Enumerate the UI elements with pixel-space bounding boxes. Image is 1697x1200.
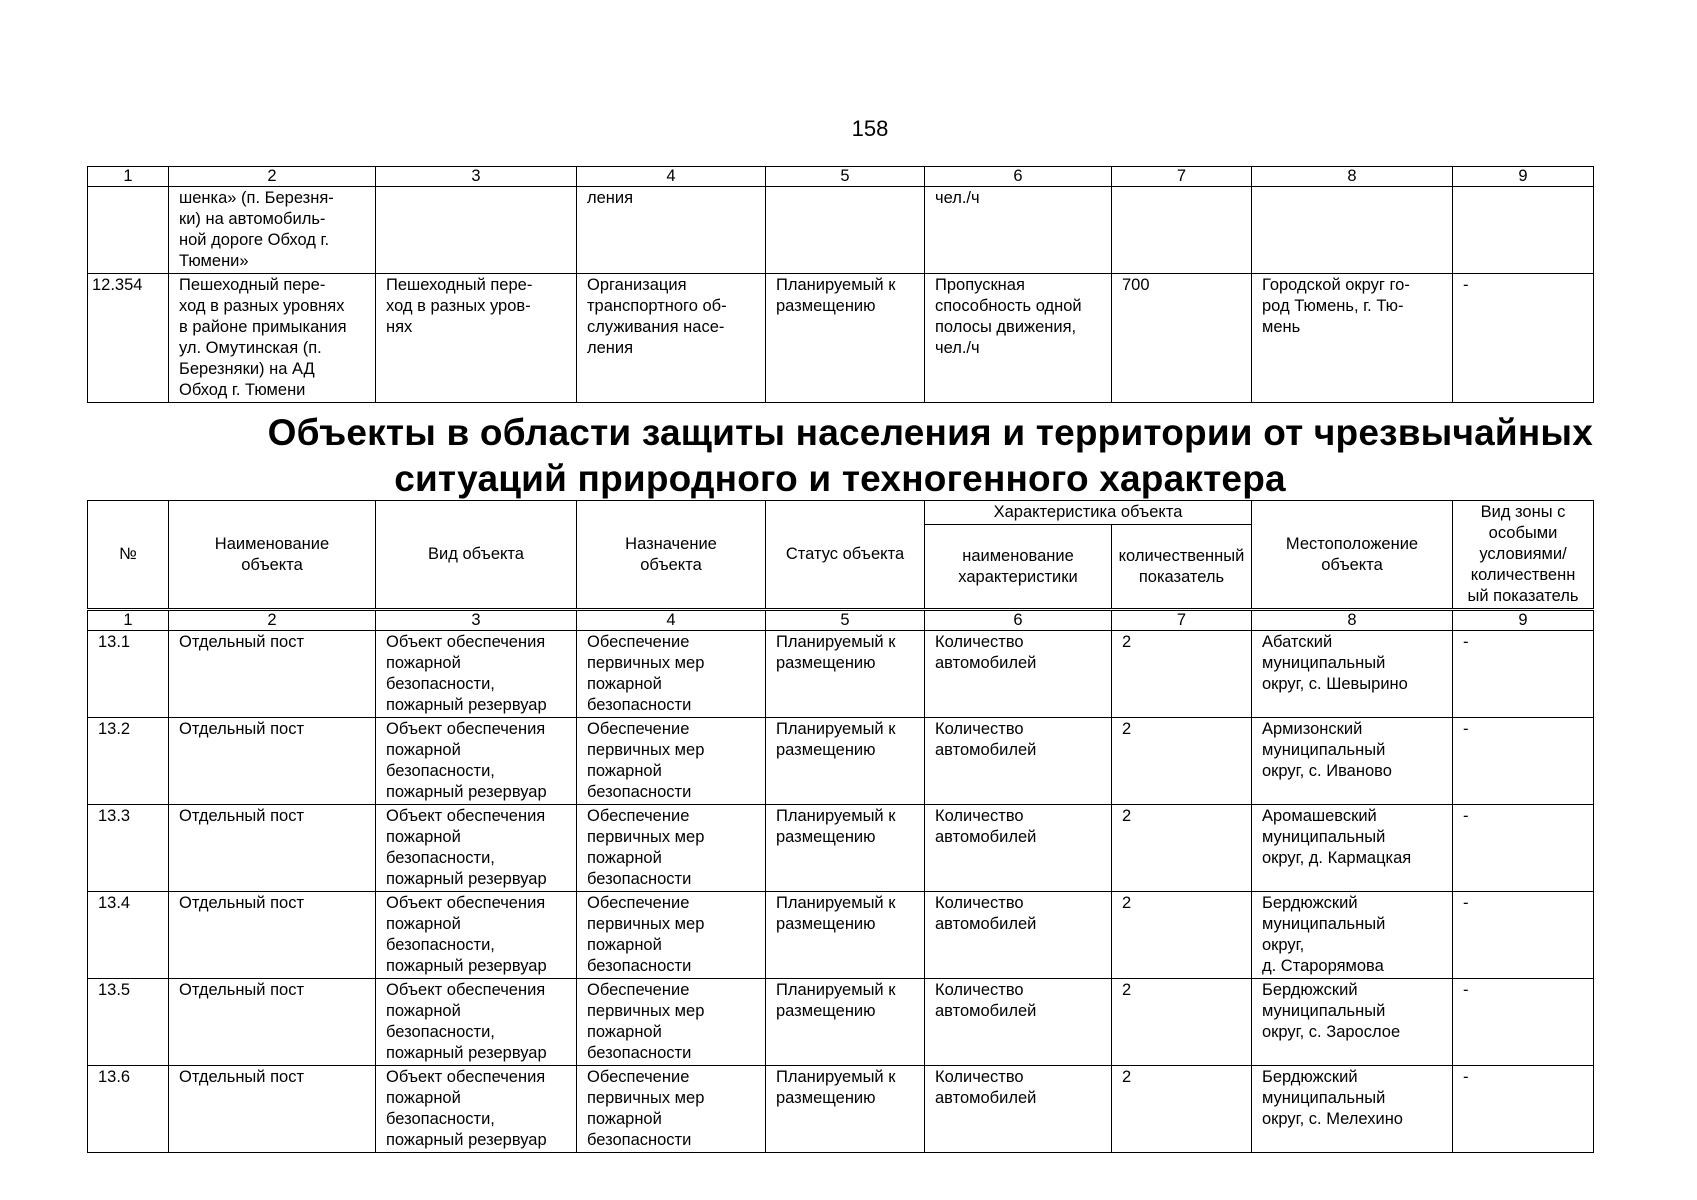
cell-purpose: ления <box>577 187 766 274</box>
header-location: Местоположение объекта <box>1252 501 1453 609</box>
cell-purpose: Обеспечение первичных мер пожарной безопасности <box>577 979 766 1066</box>
header-char-value: количественный показатель <box>1112 525 1252 609</box>
column-number: 9 <box>1453 167 1594 187</box>
cell-name: Отдельный пост <box>169 892 376 979</box>
cell-char-name: Количество автомобилей <box>925 892 1112 979</box>
cell-no: 13.2 <box>88 718 169 805</box>
cell-type: Объект обеспечения пожарной безопасности, пожарный резервуар <box>376 979 577 1066</box>
cell-purpose: Обеспечение первичных мер пожарной безопасности <box>577 718 766 805</box>
column-number: 9 <box>1453 611 1594 631</box>
cell-char-name: Количество автомобилей <box>925 979 1112 1066</box>
column-number: 6 <box>925 611 1112 631</box>
section-title-line-1: Объекты в области защиты населения и территории от чрезвычайных <box>267 412 1593 453</box>
cell-status: Планируемый к размещению <box>766 631 925 718</box>
section-title <box>87 410 1593 502</box>
table-row <box>88 805 1594 892</box>
header-char-name: наименование характеристики <box>925 525 1112 609</box>
cell-type: Объект обеспечения пожарной безопасности, пожарный резервуар <box>376 892 577 979</box>
cell-purpose: Организация транспортного об- служивания насе- ления <box>577 274 766 403</box>
cell-name: Пешеходный пере- ход в разных уровнях в районе примыкания ул. Омутинская (п. Березняки) на АД Обход г. Тюмени <box>169 274 376 403</box>
column-number: 7 <box>1112 167 1252 187</box>
continuation-table <box>87 166 1594 403</box>
cell-location: Абатский муниципальный округ, с. Шевырино <box>1252 631 1453 718</box>
cell-status: Планируемый к размещению <box>766 892 925 979</box>
column-number: 4 <box>577 167 766 187</box>
cell-char-value <box>1112 187 1252 274</box>
cell-type: Пешеходный пере- ход в разных уров- нях <box>376 274 577 403</box>
cell-zone: - <box>1453 631 1594 718</box>
section-title-line-2: ситуаций природного и техногенного характера <box>394 458 1286 499</box>
cell-type: Объект обеспечения пожарной безопасности, пожарный резервуар <box>376 718 577 805</box>
table-row <box>88 979 1594 1066</box>
cell-location: Бердюжский муниципальный округ, с. Мелехино <box>1252 1066 1453 1153</box>
cell-zone: - <box>1453 979 1594 1066</box>
cell-char-value: 2 <box>1112 979 1252 1066</box>
cell-char-name: Количество автомобилей <box>925 631 1112 718</box>
cell-location: Армизонский муниципальный округ, с. Иваново <box>1252 718 1453 805</box>
cell-status: Планируемый к размещению <box>766 805 925 892</box>
cell-type: Объект обеспечения пожарной безопасности, пожарный резервуар <box>376 631 577 718</box>
cell-status: Планируемый к размещению <box>766 979 925 1066</box>
cell-type: Объект обеспечения пожарной безопасности, пожарный резервуар <box>376 805 577 892</box>
cell-zone: - <box>1453 274 1594 403</box>
page-number: 158 <box>851 116 889 141</box>
header-row <box>88 501 1594 525</box>
cell-location: Бердюжский муниципальный округ, с. Зарослое <box>1252 979 1453 1066</box>
cell-no <box>88 187 169 274</box>
column-number: 4 <box>577 611 766 631</box>
cell-char-value: 2 <box>1112 805 1252 892</box>
cell-char-name: чел./ч <box>925 187 1112 274</box>
cell-purpose: Обеспечение первичных мер пожарной безопасности <box>577 1066 766 1153</box>
cell-location <box>1252 187 1453 274</box>
table-row <box>88 718 1594 805</box>
column-number-row <box>88 611 1594 631</box>
cell-no: 12.354 <box>88 274 169 403</box>
table-row <box>88 631 1594 718</box>
header-purpose: Назначение объекта <box>577 501 766 609</box>
cell-purpose: Обеспечение первичных мер пожарной безопасности <box>577 892 766 979</box>
column-number: 5 <box>766 611 925 631</box>
column-number: 8 <box>1252 611 1453 631</box>
cell-char-name: Количество автомобилей <box>925 805 1112 892</box>
cell-name: Отдельный пост <box>169 1066 376 1153</box>
column-number: 3 <box>376 167 577 187</box>
header-table <box>87 500 1594 609</box>
cell-char-name: Количество автомобилей <box>925 718 1112 805</box>
cell-location: Городской округ го- род Тюмень, г. Тю- мень <box>1252 274 1453 403</box>
cell-status: Планируемый к размещению <box>766 1066 925 1153</box>
column-number: 2 <box>169 167 376 187</box>
column-number: 3 <box>376 611 577 631</box>
cell-char-name: Количество автомобилей <box>925 1066 1112 1153</box>
cell-status: Планируемый к размещению <box>766 274 925 403</box>
cell-char-value: 2 <box>1112 892 1252 979</box>
table-row <box>88 187 1594 274</box>
column-number: 2 <box>169 611 376 631</box>
column-number: 5 <box>766 167 925 187</box>
column-number: 1 <box>88 611 169 631</box>
header-type: Вид объекта <box>376 501 577 609</box>
table-row <box>88 1066 1594 1153</box>
cell-name: Отдельный пост <box>169 805 376 892</box>
cell-location: Бердюжский муниципальный округ, д. Старорямова <box>1252 892 1453 979</box>
cell-zone: - <box>1453 1066 1594 1153</box>
cell-status: Планируемый к размещению <box>766 718 925 805</box>
cell-zone: - <box>1453 718 1594 805</box>
table-row <box>88 892 1594 979</box>
cell-no: 13.4 <box>88 892 169 979</box>
cell-char-name: Пропускная способность одной полосы движения, чел./ч <box>925 274 1112 403</box>
cell-status <box>766 187 925 274</box>
column-number: 7 <box>1112 611 1252 631</box>
cell-name: шенка» (п. Березня- ки) на автомобиль- ной дороге Обход г. Тюмени» <box>169 187 376 274</box>
cell-no: 13.3 <box>88 805 169 892</box>
cell-name: Отдельный пост <box>169 979 376 1066</box>
header-zone: Вид зоны с особыми условиями/ количественн ый показатель <box>1453 501 1594 609</box>
cell-no: 13.5 <box>88 979 169 1066</box>
cell-zone: - <box>1453 805 1594 892</box>
cell-char-value: 700 <box>1112 274 1252 403</box>
cell-char-value: 2 <box>1112 631 1252 718</box>
objects-table <box>87 610 1594 1153</box>
cell-zone: - <box>1453 892 1594 979</box>
cell-no: 13.6 <box>88 1066 169 1153</box>
cell-purpose: Обеспечение первичных мер пожарной безопасности <box>577 805 766 892</box>
cell-location: Аромашевский муниципальный округ, д. Кармацкая <box>1252 805 1453 892</box>
cell-char-value: 2 <box>1112 1066 1252 1153</box>
column-number: 6 <box>925 167 1112 187</box>
cell-name: Отдельный пост <box>169 631 376 718</box>
column-number: 8 <box>1252 167 1453 187</box>
cell-type: Объект обеспечения пожарной безопасности, пожарный резервуар <box>376 1066 577 1153</box>
header-no: № <box>88 501 169 609</box>
cell-type <box>376 187 577 274</box>
column-number: 1 <box>88 167 169 187</box>
header-status: Статус объекта <box>766 501 925 609</box>
column-number-row <box>88 167 1594 187</box>
cell-no: 13.1 <box>88 631 169 718</box>
cell-zone <box>1453 187 1594 274</box>
table-row <box>88 274 1594 403</box>
header-name: Наименование объекта <box>169 501 376 609</box>
cell-char-value: 2 <box>1112 718 1252 805</box>
cell-purpose: Обеспечение первичных мер пожарной безопасности <box>577 631 766 718</box>
cell-name: Отдельный пост <box>169 718 376 805</box>
header-characteristic: Характеристика объекта <box>925 501 1252 525</box>
